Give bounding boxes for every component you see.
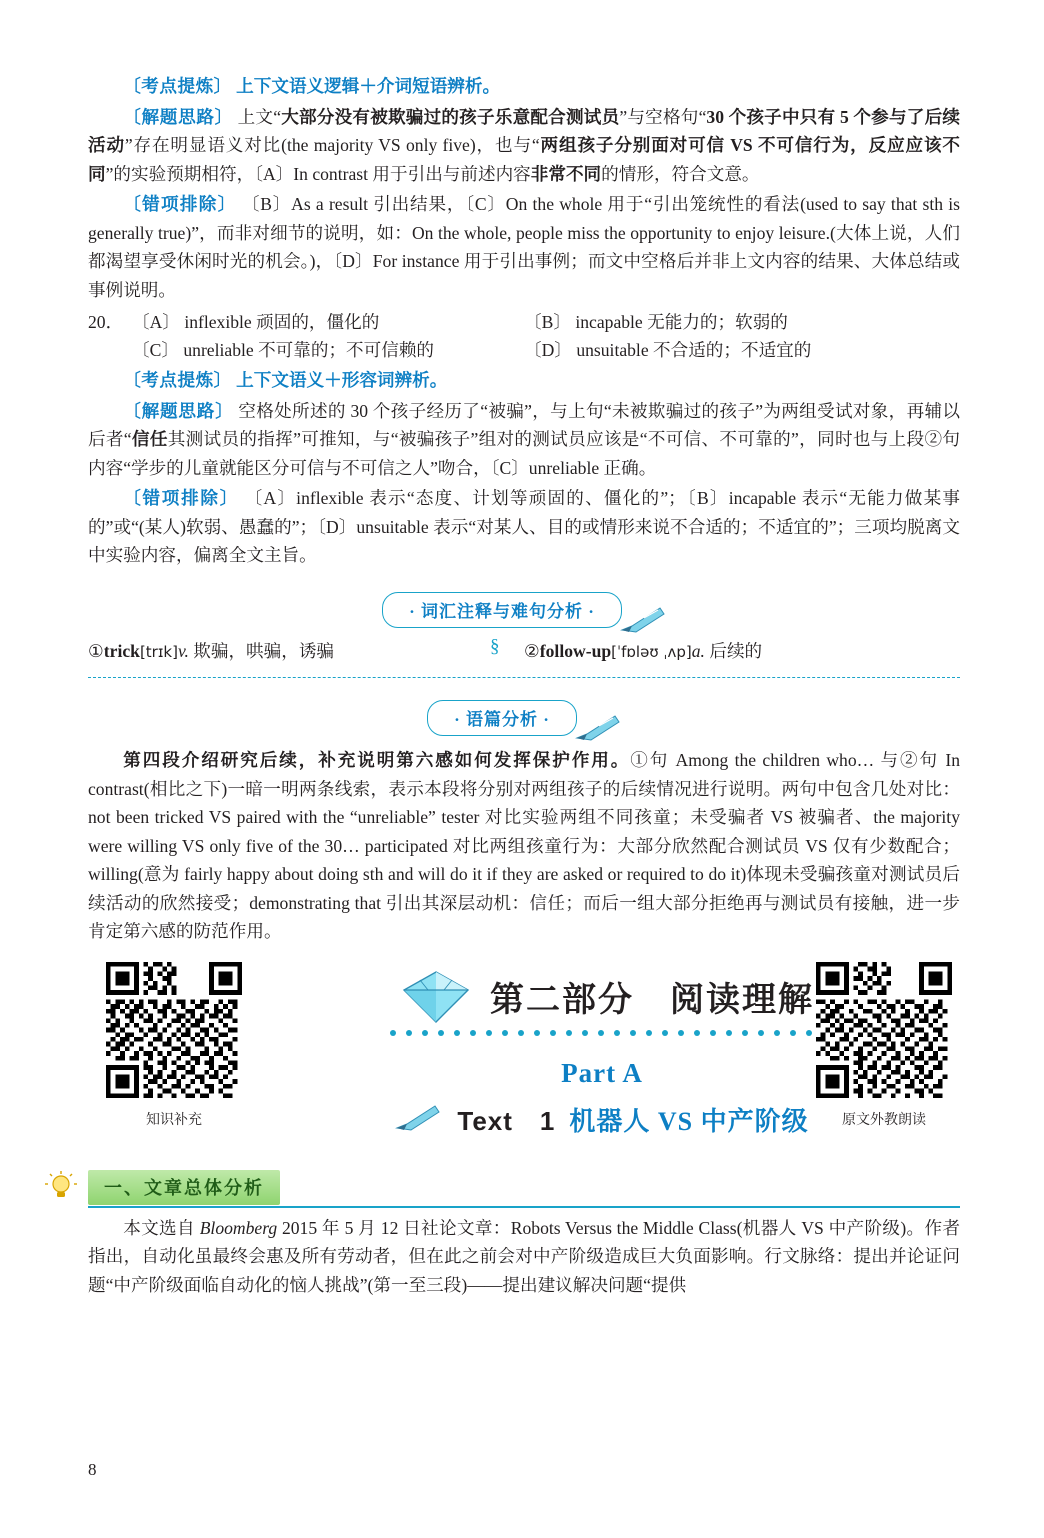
overview-part-b: 2015 年 5 月 12 日社论文章：Robots Versus the Middle Class(机器人 VS 中产阶级)。作者指出，自动化虽最终会惠及所有劳动者，但在此之前会对中产阶级造成巨大负面影响。行文脉络：提出并论证问题“中产阶级面临自动化的恼人挑战”(第一至三段)——提出建议解决问题“提供 xyxy=(88,1217,961,1295)
entry-index: ① xyxy=(88,641,104,662)
option-label: 〔D〕 xyxy=(524,340,572,361)
analysis-part-c: 其测试员的指挥”可推知，与“被骗孩子”组对的测试员应该是“不可信、不可靠的”，同时也与上段②句内容“学步的儿童就能区分可信与不可信之人”吻合，〔C〕unreliable 正确。 xyxy=(88,429,960,478)
exclude-text: 〔A〕inflexible 表示“态度、计划等顽固的、僵化的”；〔B〕incapable 表示“无能力做某事的”或“(某人)软弱、愚蠢的”；〔D〕unsuitable 表示“对某人、目的或情形来说不合适的；不适宜的”；三项均脱离文中实验内容，偏离全文主旨。 xyxy=(88,488,960,566)
text-1-title: 机器人 VS 中产阶级 xyxy=(569,1106,809,1136)
part-title: 第二部分 阅读理解 xyxy=(490,982,814,1020)
option-a xyxy=(88,308,524,336)
page-number: 8 xyxy=(88,1460,97,1479)
discourse-heading: · 语篇分析 · xyxy=(427,700,577,736)
option-text: unsuitable 不合适的；不适宜的 xyxy=(576,340,812,361)
option-d xyxy=(524,336,960,364)
option-text: inflexible 顽固的，僵化的 xyxy=(184,312,380,332)
q20-analysis xyxy=(88,397,960,483)
entry-pos: a. xyxy=(691,641,705,662)
option-label: 〔B〕 xyxy=(524,312,571,332)
qr-code-left[interactable] xyxy=(106,962,242,1129)
exclude-tag: 〔错项排除〕 xyxy=(123,488,240,509)
option-row xyxy=(88,336,960,364)
diamond-icon xyxy=(390,968,482,1026)
q19-analysis xyxy=(88,103,960,189)
option-label: 〔C〕 xyxy=(132,340,179,361)
qr-right-caption: 原文外教朗读 xyxy=(842,1112,926,1128)
option-row xyxy=(88,308,960,336)
analysis-part-c: ”与空格句“ xyxy=(619,106,707,127)
vocab-entries xyxy=(88,638,960,663)
overview-heading: 一、文章总体分析 xyxy=(88,1170,280,1205)
q19-exclude xyxy=(88,190,960,304)
q20-point-line xyxy=(88,366,960,395)
lightbulb-icon xyxy=(44,1170,78,1204)
analysis-part-d: 30 个孩子中只有 5 个参与了后续活动 xyxy=(88,106,960,155)
point-tag: 〔考点提炼〕 xyxy=(123,370,232,391)
discourse-text: ①句 Among the children who… 与②句 In contrast(相比之下)一暗一明两条线索，表示本段将分别对两组孩子的后续情况进行说明。两句中包含几处对比：not been tricked VS paired with the “unreliable” tester 对比实验两组不同孩童；未受骗者 VS 被骗者、the majority were willing VS only five of the 30… participated 对比两组孩童行为：大部分欣然配合测试员 VS 仅有少数配合；willing(意为 fairly happy about doing sth and will do it if they are asked or required to do it)体现未受骗孩童对测试员后续活动的欣然接受；demonstrating that 引出其深层动机：信任；而后一组大部分拒绝再与测试员有接触，进一步肯定第六感的防范作用。 xyxy=(88,750,960,942)
entry-ipa: [ˈfɒləʊ ˌʌp] xyxy=(611,643,692,662)
overview-body xyxy=(88,1214,960,1300)
question-number: 20． xyxy=(88,312,124,332)
question-20-options xyxy=(88,308,960,364)
pen-icon xyxy=(620,604,666,634)
entry-ipa: [trɪk] xyxy=(139,643,178,662)
page-content xyxy=(88,72,960,1301)
option-text: incapable 无能力的；软弱的 xyxy=(575,312,788,332)
point-text: 上下文语义＋形容词辨析。 xyxy=(236,370,448,391)
pen-icon xyxy=(575,712,621,742)
point-tag: 〔考点提炼〕 xyxy=(123,76,232,96)
point-text: 上下文语义逻辑＋介词短语辨析。 xyxy=(236,76,501,96)
analysis-tag: 〔解题思路〕 xyxy=(123,400,234,421)
source-name: Bloomberg xyxy=(199,1217,278,1238)
option-c xyxy=(88,336,524,364)
vocab-entry xyxy=(490,636,960,663)
entry-pos: v. xyxy=(177,641,189,662)
analysis-tag: 〔解题思路〕 xyxy=(123,106,233,127)
entry-word: follow-up xyxy=(539,641,612,662)
overview-part-a: 本文选自 xyxy=(123,1217,200,1238)
qr-code-image xyxy=(106,962,242,1098)
qr-left-caption: 知识补充 xyxy=(146,1112,202,1128)
dashed-divider xyxy=(88,677,960,678)
analysis-part-f: 两组孩子分别面对可信 VS 不可信行为，反应应该不同 xyxy=(88,135,960,184)
analysis-part-a: 空格处所述的 30 个孩子经历了“被骗”，与上句“未被欺骗过的孩子”为两组受试对象，再辅以后者“ xyxy=(88,400,960,450)
discourse-section-header xyxy=(88,700,960,736)
discourse-body xyxy=(88,746,960,946)
separator-icon: § xyxy=(490,636,500,658)
part-two-banner xyxy=(88,962,960,1158)
option-text: unreliable 不可靠的；不可信赖的 xyxy=(183,340,435,361)
q20-exclude xyxy=(88,484,960,570)
part-a-label: Part A xyxy=(561,1057,643,1088)
vocab-entry xyxy=(88,638,524,663)
vocab-heading: · 词汇注释与难句分析 · xyxy=(382,592,622,628)
text-1-label: Text 1 xyxy=(457,1105,556,1136)
analysis-part-b: 大部分没有被欺骗过的孩子乐意配合测试员 xyxy=(281,106,620,127)
vocab-section-header xyxy=(88,592,960,628)
analysis-part-e: ”存在明显语义对比(the majority VS only five)，也与“ xyxy=(124,135,540,155)
q19-point-line xyxy=(88,72,960,101)
option-b xyxy=(524,308,960,336)
analysis-part-g: ”的实验预期相符，〔A〕In contrast 用于引出与前述内容 xyxy=(105,163,531,184)
analysis-part-h: 非常不同 xyxy=(530,163,602,184)
exclude-text: 〔B〕As a result 引出结果，〔C〕On the whole 用于“引出笼统性的看法(used to say that sth is generally true)”，而非对细节的说明，如：On the whole, people miss the opportunity to enjoy leisure.(大体上说，人们都渴望享受休闲时光的机会。)，〔D〕For instance 用于引出事例；而文中空格后并非上文内容的结果、大体总结或事例说明。 xyxy=(88,194,960,300)
analysis-part-i: 的情形，符合文意。 xyxy=(601,163,760,184)
exclude-tag: 〔错项排除〕 xyxy=(123,194,237,214)
overview-heading-bar xyxy=(88,1170,960,1204)
qr-code-image xyxy=(816,962,952,1098)
discourse-lead: 第四段介绍研究后续，补充说明第六感如何发挥保护作用。 xyxy=(123,750,631,771)
option-label: 〔A〕 xyxy=(132,312,180,332)
entry-meaning: 后续的 xyxy=(709,641,763,662)
entry-index: ② xyxy=(524,641,540,662)
qr-code-right[interactable] xyxy=(816,962,952,1129)
pen-icon xyxy=(395,1102,443,1137)
entry-meaning: 欺骗，哄骗，诱骗 xyxy=(193,641,335,662)
analysis-part-b: 信任 xyxy=(131,429,168,450)
heading-rule xyxy=(88,1206,960,1208)
entry-word: trick xyxy=(103,641,140,662)
analysis-part-a: 上文“ xyxy=(237,106,281,127)
